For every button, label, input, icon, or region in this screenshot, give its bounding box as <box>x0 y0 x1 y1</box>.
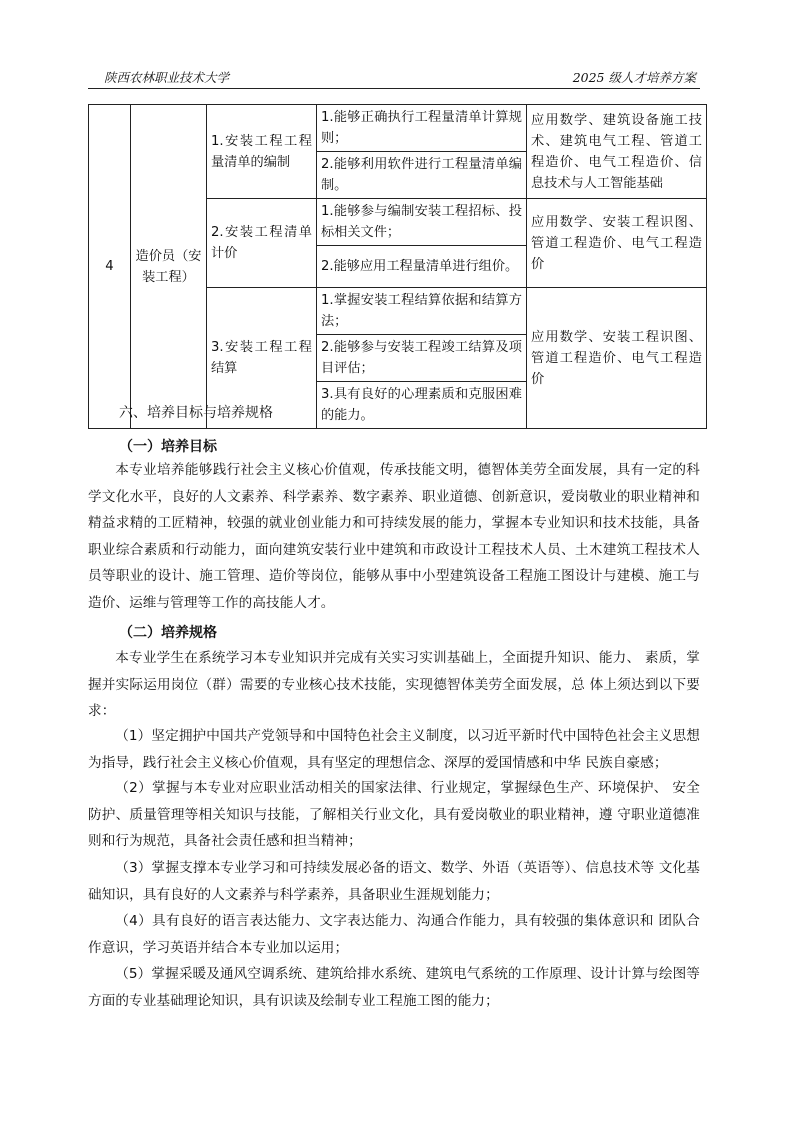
courses-3: 应用数学、安装工程识图、管道工程造价、电气工程造价 <box>527 288 707 429</box>
goal-paragraph: 本专业培养能够践行社会主义核心价值观，传承技能文明，德智体美劳全面发展，具有一定的科学文化水平，良好的人文素养、科学素养、数字素养、职业道德、创新意识，爱岗敬业的职业精神和精益求精的工匠精神，较强的就业创业能力和可持续发展的能力，掌握本专业知识和技术技能，具备职业综合素质和行动能力，面向建筑安装行业中建筑和市政设计工程技术人员、土木建筑工程技术人员等职业的设计、施工管理、造价等岗位，能够从事中小型建筑设备工程施工图设计与建模、施工与造价、运维与管理等工作的高技能人才。 <box>88 462 700 611</box>
position-name: 造价员（安装工程） <box>131 105 207 429</box>
courses-2: 应用数学、安装工程识图、管道工程造价、电气工程造价 <box>527 199 707 288</box>
ability-3-2: 2.能够参与安装工程竣工结算及项目评估； <box>317 335 527 382</box>
header-school: 陕西农林职业技术大学 <box>104 70 230 85</box>
competency-table <box>88 104 707 429</box>
ability-1-2: 2.能够利用软件进行工程量清单编制。 <box>317 152 527 199</box>
ability-3-3: 3.具有良好的心理素质和克服困难的能力。 <box>317 382 527 429</box>
spec-item-3: （3）掌握支撑本专业学习和可持续发展必备的语文、数学、外语（英语等）、信息技术等 文化基础知识，具有良好的人文素养与科学素养，具备职业生涯规划能力； <box>88 860 700 903</box>
spec-item-4: （4）具有良好的语言表达能力、文字表达能力、沟通合作能力，具有较强的集体意识和 团队合作意识，学习英语并结合本专业加以运用； <box>88 913 700 956</box>
spec-intro: 本专业学生在系统学习本专业知识并完成有关实习实训基础上，全面提升知识、能力、 素质，掌握并实际运用岗位（群）需要的专业核心技术技能，实现德智体美劳全面发展，总 体上须达到以下要求： <box>88 650 700 719</box>
section-6-heading: 六、培养目标与培养规格 <box>119 405 273 421</box>
ability-3-1: 1.掌握安装工程结算依据和结算方法； <box>317 288 527 335</box>
ability-2-1: 1.能够参与编制安装工程招标、投标相关文件； <box>317 199 527 246</box>
task-3: 3.安装工程工程结算 <box>207 288 317 429</box>
courses-1: 应用数学、建筑设备施工技术、建筑电气工程、管道工程造价、电气工程造价、信息技术与人工智能基础 <box>527 105 707 199</box>
table-row <box>89 105 707 152</box>
goal-heading: （一）培养目标 <box>119 439 217 455</box>
ability-1-1: 1.能够正确执行工程量清单计算规则； <box>317 105 527 152</box>
task-1: 1.安装工程工程量清单的编制 <box>207 105 317 199</box>
spec-item-5: （5）掌握采暖及通风空调系统、建筑给排水系统、建筑电气系统的工作原理、设计计算与绘图等方面的专业基础理论知识，具有识读及绘制专业工程施工图的能力； <box>88 966 700 1009</box>
spec-item-2: （2）掌握与本专业对应职业活动相关的国家法律、行业规定，掌握绿色生产、环境保护、 安全防护、质量管理等相关知识与技能，了解相关行业文化，具有爱岗敬业的职业精神，遵 守职业道德准则和行为规范，具备社会责任感和担当精神； <box>88 780 700 849</box>
header-title: 2025 级人才培养方案 <box>572 70 696 85</box>
ability-2-2: 2.能够应用工程量清单进行组价。 <box>317 246 527 288</box>
task-2: 2.安装工程清单计价 <box>207 199 317 288</box>
spec-heading: （二）培养规格 <box>119 625 217 641</box>
row-number: 4 <box>89 105 131 429</box>
page-header <box>88 66 700 89</box>
spec-item-1: （1）坚定拥护中国共产党领导和中国特色社会主义制度，以习近平新时代中国特色社会主义思想为指导，践行社会主义核心价值观，具有坚定的理想信念、深厚的爱国情感和中华 民族自豪感； <box>88 728 700 771</box>
